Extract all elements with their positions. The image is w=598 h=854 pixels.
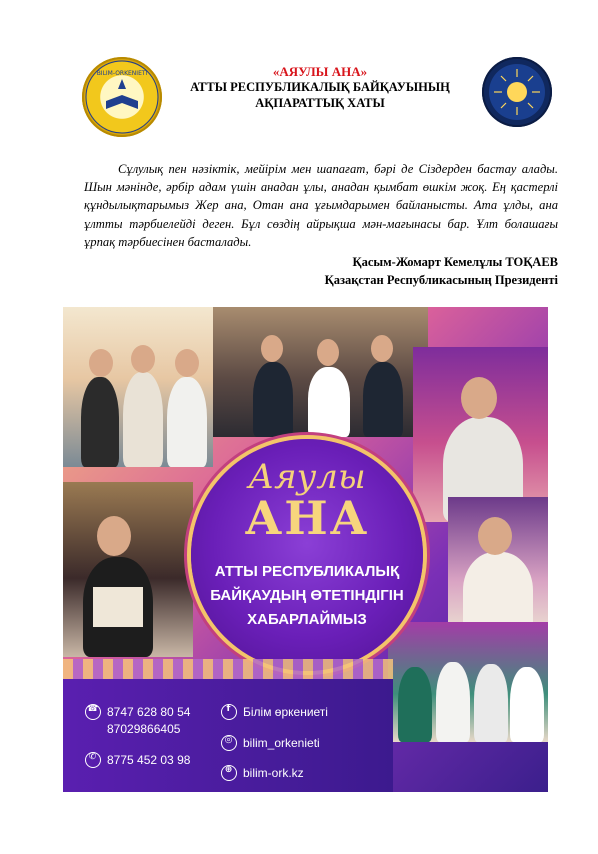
poster-big-title: АНА: [244, 491, 370, 545]
poster-title-circle: [191, 439, 423, 671]
president-quote: Сұлулық пен нәзіктік, мейірім мен шапағат, бәрі де Сіздерден бастау алады. Шын мәнінде, әрбір адам үшін анадан ұлы, анадан қымбат өшкім жоқ. Ең қастерлі құндылықтарымыз Жер ана, Отан ана ұғымдарымен байланысты. Ата ұлды, ана ұлтты тәрбиелейді деген. Бұл сөздің айрықша мән-мағынасы бар. Ұлт болашағы ұрпақ тәрбиесінен басталады.: [84, 162, 558, 249]
poster-line-3: ХАБАРЛАЙМЫЗ: [247, 611, 367, 628]
contact-whatsapp: [85, 752, 190, 768]
ornament-band: [63, 659, 393, 679]
photo-officials: [213, 307, 428, 437]
photo-group-women: [388, 622, 548, 742]
letter-title: «АЯУЛЫ АНА»: [272, 64, 368, 79]
contact-website: [221, 765, 304, 781]
contact-instagram: [221, 735, 320, 751]
phone-1-text: 8747 628 80 54: [107, 705, 191, 719]
contest-poster: [63, 307, 548, 792]
whatsapp-icon: [85, 752, 101, 768]
quote-author-title: Қазақстан Республикасының Президенті: [324, 273, 558, 287]
logo-left-text: BILIM-ORKENIETI: [96, 70, 148, 77]
poster-line-2: БАЙҚАУДЫҢ ӨТЕТІНДІГІН: [210, 587, 404, 604]
photo-woman-trophy: [63, 482, 193, 657]
contacts-panel: [63, 679, 393, 792]
phone-icon: [85, 704, 101, 720]
contact-facebook: [221, 704, 328, 720]
book-emblem-icon: [82, 57, 162, 137]
quote-author-name: Қасым-Жомарт Кемелұлы ТОҚАЕВ: [352, 255, 558, 269]
photo-women-award: [63, 307, 213, 467]
instagram-text: bilim_orkenieti: [243, 736, 320, 750]
facebook-icon: [221, 704, 237, 720]
instagram-icon: [221, 735, 237, 751]
photo-woman-diploma: [448, 497, 548, 637]
bilim-orkenieti-logo: [82, 57, 162, 137]
photo-woman-certificate: [413, 347, 548, 522]
letter-subtitle-line1: АТТЫ РЕСПУБЛИКАЛЫҚ БАЙҚАУЫНЫҢ: [190, 80, 450, 94]
kazakhstan-emblem-icon: [482, 57, 552, 127]
contact-phone-2: [85, 722, 180, 736]
poster-line-1: АТТЫ РЕСПУБЛИКАЛЫҚ: [214, 563, 400, 580]
letter-subtitle-line2: АҚПАРАТТЫҚ ХАТЫ: [255, 96, 385, 110]
website-text: bilim-ork.kz: [243, 766, 304, 780]
contact-phone-1: [85, 704, 190, 720]
poster-script-title: Аяулы: [248, 457, 366, 497]
globe-icon: [221, 765, 237, 781]
facebook-text: Білім өркениеті: [243, 705, 328, 719]
whatsapp-text: 8775 452 03 98: [107, 753, 191, 767]
phone-2-text: 87029866405: [107, 722, 181, 736]
